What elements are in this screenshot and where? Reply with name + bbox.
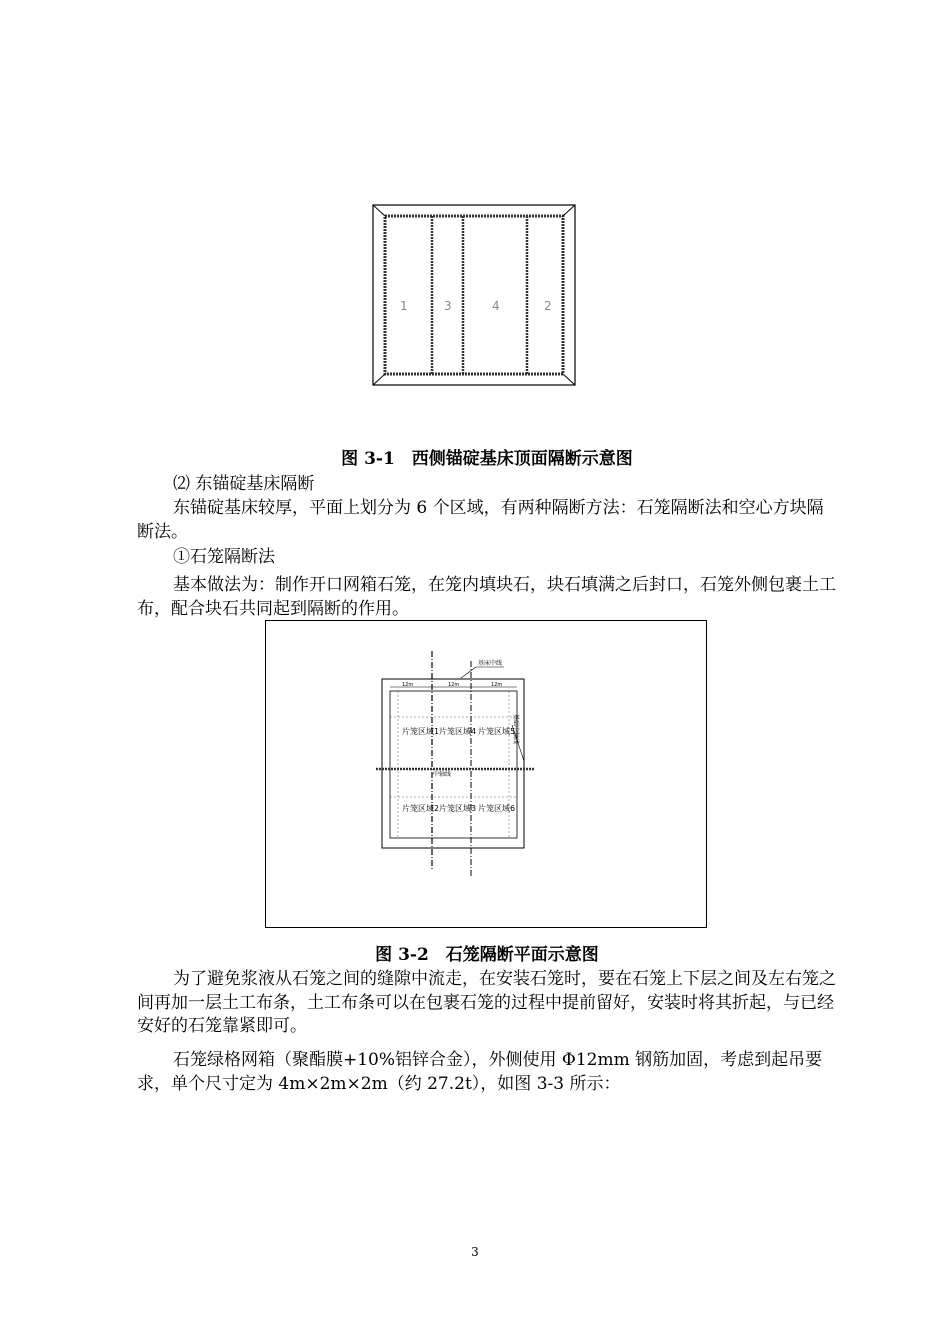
- region-label-3: 3: [444, 299, 452, 313]
- figure-3-2: [266, 621, 706, 927]
- figure-3-1-caption: 图 3-1 西侧锚碇基床顶面隔断示意图: [341, 449, 633, 469]
- center-axis-label: 中轴线: [433, 771, 452, 778]
- zone-label-6: 片笼区域6: [478, 804, 516, 813]
- top-axis-label: 基床中线: [478, 660, 503, 667]
- page-number: 3: [471, 1245, 479, 1259]
- zone-label-3: 片笼区域3: [439, 804, 477, 813]
- figure-3-2-caption: 图 3-2 石笼隔断平面示意图: [375, 945, 599, 965]
- paragraph-1: 东锚碇基床较厚，平面上划分为 6 个区域，有两种隔断方法：石笼隔断法和空心方块隔断法。: [137, 498, 824, 542]
- zone-label-5: 片笼区域5: [478, 727, 516, 736]
- paragraph-4: 石笼绿格网箱（聚酯膜+10%铝锌合金），外侧使用 Φ12mm 钢筋加固，考虑到起吊要求，单个尺寸定为 4m×2m×2m（约 27.2t），如图 3-3 所示：: [137, 1050, 823, 1094]
- region-label-2: 2: [544, 299, 552, 313]
- region-label-4: 4: [492, 299, 500, 313]
- dim-label-1: 12m: [402, 682, 414, 688]
- paragraph-3: 为了避免浆液从石笼之间的缝隙中流走，在安装石笼时，要在石笼上下层之间及左右笼之间再加一层土工布条，土工布条可以在包裹石笼的过程中提前留好，安装时将其折起，与已经安好的石笼靠紧即可。: [137, 969, 836, 1036]
- paragraph-2: 基本做法为：制作开口网箱石笼，在笼内填块石，块石填满之后封口，石笼外侧包裹土工布，配合块石共同起到隔断的作用。: [137, 575, 836, 619]
- zone-label-1: 片笼区域1: [402, 727, 440, 736]
- dim-label-3: 12m: [491, 682, 503, 688]
- section-heading-1: ①石笼隔断法: [173, 547, 275, 567]
- figure-3-1: [372, 204, 577, 387]
- section-heading-2: ⑵ 东锚碇基床隔断: [173, 474, 315, 494]
- zone-label-2: 片笼区域2: [402, 804, 440, 813]
- zone-label-4: 片笼区域4: [439, 727, 477, 736]
- dim-label-2: 12m: [448, 682, 460, 688]
- region-label-1: 1: [400, 299, 408, 313]
- right-axis-label: 基础中轴线: [512, 714, 519, 745]
